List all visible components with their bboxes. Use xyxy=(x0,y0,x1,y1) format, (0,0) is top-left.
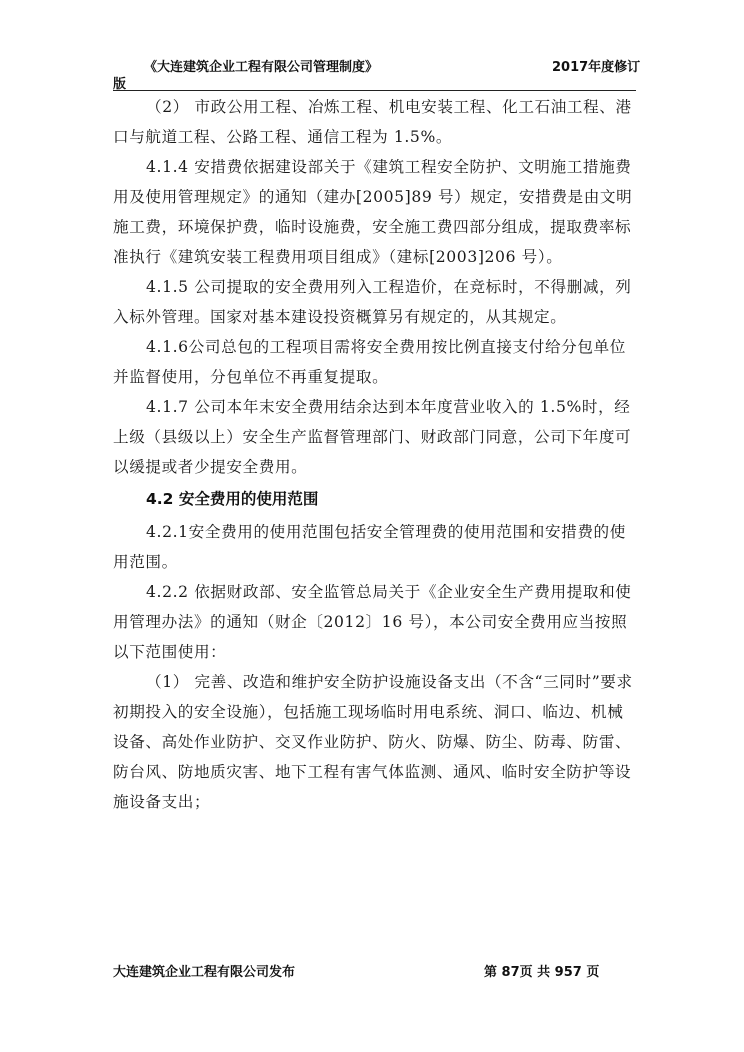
paragraph-4-2-2: 4.2.2 依据财政部、安全监管总局关于《企业安全生产费用提取和使用管理办法》的通知（财企〔2012〕16 号），本公司安全费用应当按照以下范围使用： xyxy=(113,583,632,661)
header-edition: 2017年度修订 xyxy=(552,60,641,75)
header-rule xyxy=(113,90,636,91)
header-title: 《大连建筑企业工程有限公司管理制度》 xyxy=(144,60,379,75)
paragraph-4-1-5: 4.1.5 公司提取的安全费用列入工程造价，在竞标时，不得删减，列入标外管理。国家对基本建设投资概算另有规定的，从其规定。 xyxy=(113,278,632,326)
paragraph-4-1-6: 4.1.6公司总包的工程项目需将安全费用按比例直接支付给分包单位并监督使用，分包单位不再重复提取。 xyxy=(113,338,626,386)
footer-page-number: 第 87页 共 957 页 xyxy=(484,965,600,980)
header-edition-tail: 版 xyxy=(113,77,127,92)
section-heading-4-2: 4.2 安全费用的使用范围 xyxy=(146,490,319,508)
paragraph-4-1-7: 4.1.7 公司本年末安全费用结余达到本年度营业收入的 1.5%时，经上级（县级以上）安全生产监督管理部门、财政部门同意，公司下年度可以缓提或者少提安全费用。 xyxy=(113,398,632,476)
paragraph-list-item-1: （1） 完善、改造和维护安全防护设施设备支出（不含“三同时”要求初期投入的安全设施），包括施工现场临时用电系统、洞口、临边、机械设备、高处作业防护、交叉作业防护、防火、防爆、防尘、防毒、防雷、防台风、防地质灾害、地下工程有害气体监测、通风、临时安全防护等设施设备支出； xyxy=(113,673,633,811)
paragraph-item-2: （2） 市政公用工程、冶炼工程、机电安装工程、化工石油工程、港口与航道工程、公路工程、通信工程为 1.5%。 xyxy=(113,98,632,146)
footer-publisher: 大连建筑企业工程有限公司发布 xyxy=(113,965,296,980)
document-body xyxy=(113,92,636,817)
paragraph-4-2-1: 4.2.1安全费用的使用范围包括安全管理费的使用范围和安措费的使用范围。 xyxy=(113,523,626,571)
paragraph-4-1-4: 4.1.4 安措费依据建设部关于《建筑工程安全防护、文明施工措施费用及使用管理规定》的通知（建办[2005]89 号）规定，安措费是由文明施工费，环境保护费，临时设施费，安全施工费四部分组成，提取费率标准执行《建筑安装工程费用项目组成》（建标[2003]206 号）。 xyxy=(113,158,633,266)
